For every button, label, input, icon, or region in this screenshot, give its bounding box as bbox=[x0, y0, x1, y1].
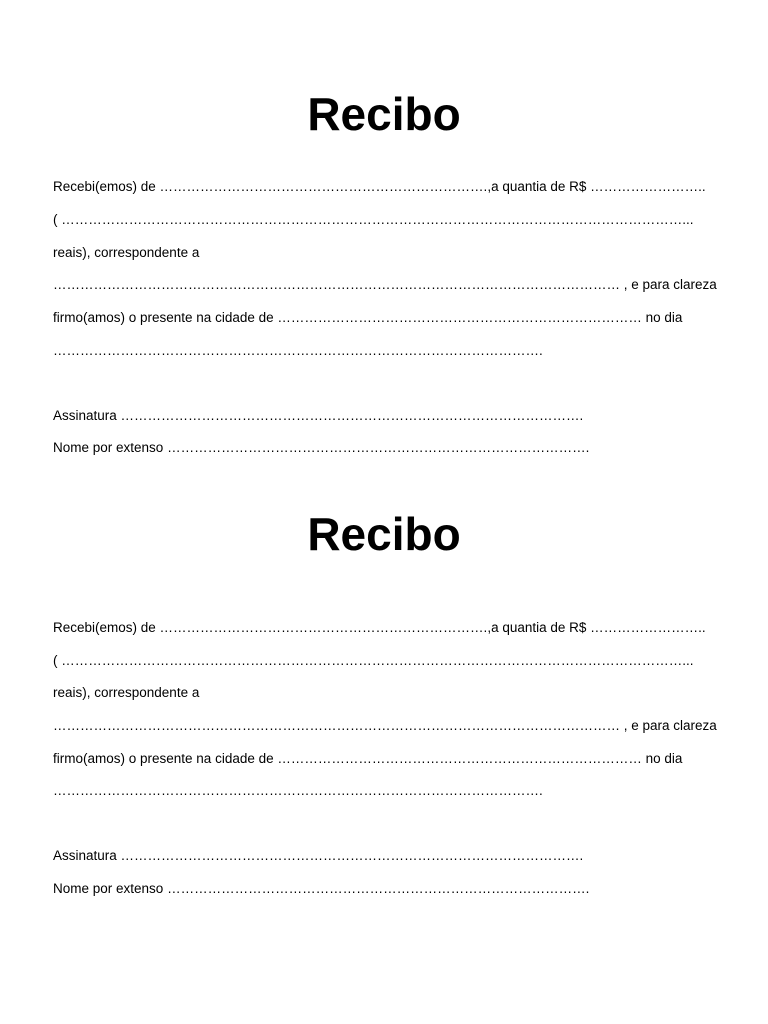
payer-line bbox=[53, 178, 706, 196]
amount-words-blank: …………………………………………………………………………………………………………………………... bbox=[61, 212, 694, 227]
receipt-title: Recibo bbox=[307, 88, 461, 140]
clarity-label: , e para clareza bbox=[620, 718, 717, 733]
day-label: no dia bbox=[641, 751, 683, 766]
correspondence-blank: ……………………………………………………………………………………………………………… bbox=[53, 718, 620, 733]
city-label: firmo(amos) o presente na cidade de bbox=[53, 310, 278, 325]
signature-line bbox=[53, 847, 583, 865]
full-name-line bbox=[53, 439, 589, 457]
city-line bbox=[53, 309, 682, 327]
signature-blank: …………………………………………………………………………………………. bbox=[120, 848, 584, 863]
payer-label: Recebi(emos) de bbox=[53, 179, 160, 194]
amount-label: ,a quantia de R$ bbox=[487, 620, 591, 635]
date-blank: ………………………………………………………………………………………………. bbox=[53, 343, 543, 358]
date-line bbox=[53, 342, 543, 360]
signature-label: Assinatura bbox=[53, 848, 121, 863]
payer-blank: ………………………………………………………………. bbox=[159, 179, 488, 194]
amount-words-line bbox=[53, 652, 694, 670]
date-line bbox=[53, 782, 543, 800]
correspondence-blank: ……………………………………………………………………………………………………………… bbox=[53, 277, 620, 292]
amount-label: ,a quantia de R$ bbox=[487, 179, 591, 194]
receipt-2 bbox=[0, 506, 768, 896]
open-paren: ( bbox=[53, 653, 62, 668]
receipt-1 bbox=[0, 86, 768, 455]
full-name-blank: …………………………………………………………………………………. bbox=[167, 440, 590, 455]
reais-label: reais), correspondente a bbox=[53, 685, 200, 700]
signature-label: Assinatura bbox=[53, 408, 121, 423]
day-label: no dia bbox=[641, 310, 683, 325]
amount-blank: …………………….. bbox=[590, 179, 706, 194]
receipt-title: Recibo bbox=[307, 508, 461, 560]
reais-line bbox=[53, 244, 199, 262]
full-name-line bbox=[53, 880, 589, 898]
amount-words-line bbox=[53, 211, 694, 229]
full-name-label: Nome por extenso bbox=[53, 440, 168, 455]
reais-line bbox=[53, 684, 199, 702]
full-name-label: Nome por extenso bbox=[53, 881, 168, 896]
city-line bbox=[53, 750, 682, 768]
payer-blank: ………………………………………………………………. bbox=[159, 620, 488, 635]
payer-label: Recebi(emos) de bbox=[53, 620, 160, 635]
signature-line bbox=[53, 407, 583, 425]
city-blank: ……………………………………………………………………… bbox=[277, 310, 642, 325]
date-blank: ………………………………………………………………………………………………. bbox=[53, 783, 543, 798]
correspondence-line bbox=[53, 717, 717, 735]
reais-label: reais), correspondente a bbox=[53, 245, 200, 260]
open-paren: ( bbox=[53, 212, 62, 227]
signature-blank: …………………………………………………………………………………………. bbox=[120, 408, 584, 423]
correspondence-line bbox=[53, 276, 717, 294]
amount-words-blank: …………………………………………………………………………………………………………………………... bbox=[61, 653, 694, 668]
city-blank: ……………………………………………………………………… bbox=[277, 751, 642, 766]
full-name-blank: …………………………………………………………………………………. bbox=[167, 881, 590, 896]
amount-blank: …………………….. bbox=[590, 620, 706, 635]
clarity-label: , e para clareza bbox=[620, 277, 717, 292]
payer-line bbox=[53, 619, 706, 637]
city-label: firmo(amos) o presente na cidade de bbox=[53, 751, 278, 766]
